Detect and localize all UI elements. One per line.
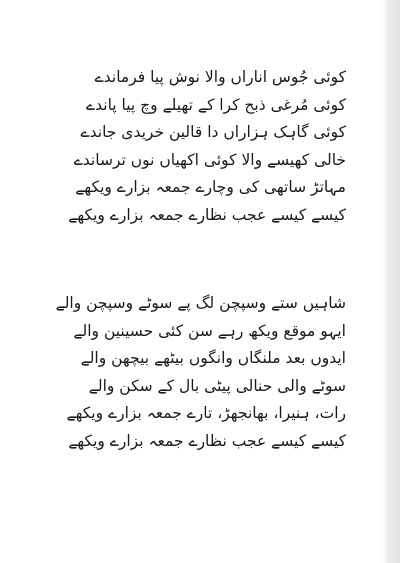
verse-line: ایہو موقع ویکھ رہے سن کئی حسینین والے	[73, 321, 346, 340]
verse-line: ایدوں بعد ملنگاں وانگوں بیٹھے بیچھن والے	[80, 349, 346, 368]
verse-line: خالی کھیسے والا کوئی اکھیاں نوں ترساندے	[73, 150, 346, 169]
verse-line: شاہیں ستے وسپچن لگ پے سوٹے وسپچن والے	[55, 294, 346, 312]
verse-line: رات، ہنیرا، بھانجھڑ، تارے جمعہ بزارے ویکھے	[66, 404, 346, 423]
poem-stanza-1	[56, 64, 346, 230]
page-edge-shadow	[382, 0, 400, 563]
verse-refrain: کیسے کیسے عجب نظارے جمعہ بزارے ویکھے	[68, 431, 346, 450]
verse-line: کوئی جُوس اناراں والا نوش پیا فرماندے	[94, 68, 346, 86]
verse-line: کوئی گاہک ہزاراں دا قالین خریدی جاندے	[80, 123, 346, 142]
verse-line: مہاتڑ ساتھی کی وچارے جمعہ بزارے ویکھے	[75, 178, 346, 197]
poem-stanza-2	[56, 290, 346, 456]
verse-refrain: کیسے کیسے عجب نظارے جمعہ بزارے ویکھے	[68, 205, 346, 224]
verse-line: کوئی مُرغی ذبح کرا کے تھیلے وچ پیا پاندے	[86, 95, 346, 114]
verse-line: سوٹے والی حنالی پیٹی بال کے سکن والے	[88, 376, 346, 395]
